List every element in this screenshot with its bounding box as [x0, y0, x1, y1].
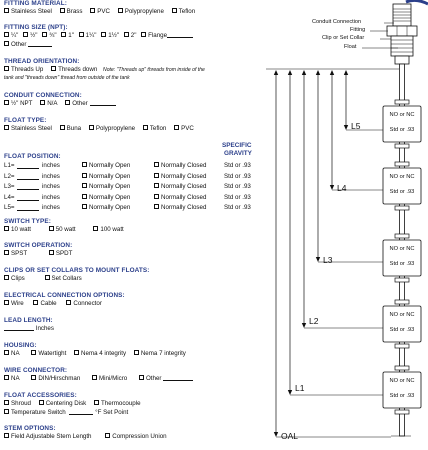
brand-arc [406, 0, 428, 4]
option-size-1-quarter[interactable]: 1¼" [79, 32, 97, 41]
checkbox[interactable] [4, 433, 9, 438]
float-position-blank[interactable] [17, 205, 39, 211]
option-half-npt[interactable]: ½" NPT [4, 100, 32, 109]
lead-length-blank[interactable] [4, 325, 34, 331]
checkbox[interactable] [4, 66, 9, 71]
checkbox[interactable] [143, 125, 148, 130]
float-position-unit: inches [42, 172, 60, 180]
option-100-watt[interactable]: 100 watt [93, 226, 123, 235]
float-clip [395, 344, 409, 348]
option-size-other[interactable]: Other [4, 41, 52, 50]
option-brass[interactable]: Brass [60, 8, 83, 17]
dimension-arrowhead [316, 70, 320, 75]
option-float-buna[interactable]: Buna [60, 125, 81, 134]
normally-open-option[interactable]: Normally Open [82, 162, 130, 171]
float-clip [395, 300, 409, 304]
normally-closed-option[interactable]: Normally Closed [154, 204, 206, 213]
checkbox[interactable] [90, 8, 95, 13]
specific-gravity-value: Std or .93 [224, 162, 251, 169]
option-size-1-half[interactable]: 1½" [101, 32, 119, 41]
checkbox[interactable] [93, 226, 98, 231]
float-switch-diagram [266, 0, 428, 450]
option-threads-up[interactable]: Threads Up [4, 66, 43, 75]
option-watertight[interactable]: Watertight [31, 350, 66, 359]
option-mini-micro[interactable]: Mini/Micro [92, 375, 127, 384]
option-spst[interactable]: SPST [4, 250, 27, 259]
float-position-label: L2= [4, 172, 15, 180]
checkbox[interactable] [4, 41, 9, 46]
checkbox[interactable] [82, 194, 87, 199]
float-position-unit: inches [42, 162, 60, 169]
specific-gravity-label-2: GRAVITY [224, 150, 252, 157]
checkbox[interactable] [94, 400, 99, 405]
option-cable[interactable]: Cable [33, 300, 56, 309]
switch-type-title: SWITCH TYPE: [4, 218, 51, 225]
set-point-unit: °F Set Point [95, 408, 129, 416]
option-float-teflon[interactable]: Teflon [143, 125, 167, 134]
dimension-label: OAL [281, 431, 299, 441]
option-size-1[interactable]: 1" [61, 32, 74, 41]
checkbox[interactable] [101, 32, 106, 37]
label-clip-set-collar: Clip or Set Collar [322, 35, 365, 41]
float-clip [395, 206, 409, 210]
normally-closed-option[interactable]: Normally Closed [154, 162, 206, 171]
label-fitting: Fitting [350, 27, 366, 33]
option-na[interactable]: N/A [40, 100, 57, 109]
float-clip [395, 410, 409, 414]
float-type-section [4, 117, 266, 134]
float-position-label: L5= [4, 204, 15, 211]
float-position-blank[interactable] [17, 163, 39, 169]
checkbox[interactable] [89, 125, 94, 130]
checkbox[interactable] [40, 100, 45, 105]
float-position-unit: inches [42, 204, 60, 211]
dimension-arrowhead [302, 70, 306, 75]
option-clips[interactable]: Clips [4, 275, 25, 284]
checkbox[interactable] [82, 162, 87, 167]
option-pvc[interactable]: PVC [90, 8, 110, 17]
specific-gravity-label-1: SPECIFIC [222, 142, 252, 149]
checkbox[interactable] [4, 125, 9, 130]
float-position-label: L3= [4, 183, 15, 190]
label-conduit-connection: Conduit Connection [312, 19, 362, 25]
checkbox[interactable] [4, 226, 9, 231]
specific-gravity-value: Std or .93 [224, 204, 251, 211]
checkbox[interactable] [4, 32, 9, 37]
option-compression-union[interactable]: Compression Union [105, 433, 166, 442]
checkbox[interactable] [139, 375, 144, 380]
float-switch-type-label: NO or NC [389, 112, 415, 118]
option-stainless-steel[interactable]: Stainless Steel [4, 8, 52, 17]
dimension-arrowhead [288, 390, 292, 395]
wire-connector-section [4, 367, 266, 384]
float-position-title: FLOAT POSITION: [4, 153, 61, 160]
normally-closed-option[interactable]: Normally Closed [154, 173, 206, 182]
conduit-connection-section [4, 92, 266, 109]
checkbox[interactable] [31, 350, 36, 355]
checkbox[interactable] [42, 32, 47, 37]
float-position-label: L1= [4, 162, 15, 169]
checkbox[interactable] [49, 226, 54, 231]
float-gravity-label: Std or .93 [389, 393, 415, 399]
checkbox[interactable] [174, 125, 179, 130]
clips-section [4, 267, 266, 284]
checkbox[interactable] [79, 32, 84, 37]
option-conduit-other[interactable]: Other [65, 100, 115, 109]
float-position-section [4, 142, 266, 217]
fitting-nut [387, 26, 417, 36]
dimension-label: L3 [323, 255, 333, 265]
clips-title: CLIPS OR SET COLLARS TO MOUNT FLOATS: [4, 267, 150, 274]
flange-blank[interactable] [167, 32, 193, 38]
checkbox[interactable] [172, 8, 177, 13]
specific-gravity-value: Std or .93 [224, 172, 251, 180]
normally-closed-option[interactable]: Normally Closed [154, 194, 206, 203]
dimension-arrowhead [330, 185, 334, 190]
fitting-material-title: FITTING MATERIAL: [4, 0, 67, 7]
normally-open-option[interactable]: Normally Open [82, 204, 130, 213]
option-teflon[interactable]: Teflon [172, 8, 196, 17]
normally-closed-option[interactable]: Normally Closed [154, 183, 206, 192]
float-clip [395, 100, 409, 104]
checkbox[interactable] [154, 183, 159, 188]
dimension-label: L2 [309, 316, 319, 326]
checkbox[interactable] [4, 275, 9, 280]
option-connector[interactable]: Connector [66, 300, 102, 309]
thread-note-2: tank and "threads down" thread from outside of the tank [4, 74, 130, 81]
dimension-label: L4 [337, 183, 347, 193]
thread-orientation-title: THREAD ORIENTATION: [4, 58, 80, 65]
checkbox[interactable] [60, 8, 65, 13]
checkbox[interactable] [4, 350, 9, 355]
checkbox[interactable] [105, 433, 110, 438]
checkbox[interactable] [92, 375, 97, 380]
option-set-collars[interactable]: Set Collars [45, 275, 82, 284]
stem-options-title: STEM OPTIONS: [4, 425, 56, 432]
dimension-label: L5 [351, 121, 361, 131]
switch-type-section [4, 218, 266, 235]
checkbox[interactable] [45, 275, 50, 280]
checkbox[interactable] [65, 100, 70, 105]
option-float-pvc[interactable]: PVC [174, 125, 194, 134]
float-clip [395, 366, 409, 370]
fitting-size-section [4, 24, 266, 49]
float-switch-type-label: NO or NC [389, 312, 415, 318]
collar [395, 56, 409, 64]
checkbox[interactable] [154, 173, 159, 178]
float-clip [395, 162, 409, 166]
option-wire[interactable]: Wire [4, 300, 24, 309]
option-wire-other[interactable]: Other [139, 375, 193, 384]
option-nema-7[interactable]: Nema 7 integrity [134, 350, 186, 359]
option-nema-4[interactable]: Nema 4 integrity [74, 350, 126, 359]
float-gravity-label: Std or .93 [389, 327, 415, 333]
checkbox[interactable] [74, 350, 79, 355]
dimension-arrowhead [344, 70, 348, 75]
float-switch-type-label: NO or NC [389, 378, 415, 384]
float-gravity-label: Std or .93 [389, 127, 415, 133]
option-size-quarter[interactable]: ¼" [4, 32, 18, 41]
float-type-title: FLOAT TYPE: [4, 117, 47, 124]
dimension-arrowhead [302, 323, 306, 328]
float-position-unit: inches [42, 193, 60, 201]
option-size-three-quarter[interactable]: ¾" [42, 32, 56, 41]
dimension-label: L1 [295, 383, 305, 393]
checkbox[interactable] [124, 32, 129, 37]
dimension-arrowhead [344, 125, 348, 130]
option-housing-na[interactable]: NA [4, 350, 20, 359]
option-50-watt[interactable]: 50 watt [49, 226, 76, 235]
specific-gravity-value: Std or .93 [224, 193, 251, 201]
float-accessories-section [4, 392, 266, 417]
specific-gravity-value: Std or .93 [224, 183, 251, 190]
checkbox[interactable] [23, 32, 28, 37]
checkbox[interactable] [33, 300, 38, 305]
wire-connector-title: WIRE CONNECTOR: [4, 367, 68, 374]
option-polypropylene[interactable]: Polypropylene [118, 8, 164, 17]
float-clip [395, 278, 409, 282]
checkbox[interactable] [141, 32, 146, 37]
switch-operation-section [4, 242, 266, 259]
thread-orientation-section [4, 58, 266, 81]
checkbox[interactable] [4, 100, 9, 105]
dimension-arrowhead [274, 70, 278, 75]
normally-open-option[interactable]: Normally Open [82, 183, 130, 192]
option-wire-na[interactable]: NA [4, 375, 20, 384]
size-other-blank[interactable] [28, 41, 52, 47]
float-gravity-label: Std or .93 [389, 261, 415, 267]
switch-operation-title: SWITCH OPERATION: [4, 242, 73, 249]
float-position-label: L4= [4, 193, 15, 201]
stem-options-section [4, 425, 266, 442]
checkbox[interactable] [4, 8, 9, 13]
lead-length-section [4, 317, 266, 334]
float-clip [395, 234, 409, 238]
option-size-2[interactable]: 2" [124, 32, 137, 41]
option-float-polypropylene[interactable]: Polypropylene [89, 125, 135, 134]
option-10-watt[interactable]: 10 watt [4, 226, 31, 235]
checkbox[interactable] [4, 300, 9, 305]
checkbox[interactable] [39, 400, 44, 405]
checkbox[interactable] [66, 300, 71, 305]
dimension-arrowhead [288, 70, 292, 75]
checkbox[interactable] [4, 400, 9, 405]
electrical-title: ELECTRICAL CONNECTION OPTIONS: [4, 292, 125, 299]
checkbox[interactable] [134, 350, 139, 355]
checkbox[interactable] [154, 204, 159, 209]
option-spdt[interactable]: SPDT [49, 250, 73, 259]
electrical-section [4, 292, 266, 309]
fitting-size-title: FITTING SIZE (NPT): [4, 24, 68, 31]
checkbox[interactable] [82, 183, 87, 188]
checkbox[interactable] [4, 250, 9, 255]
option-din-hirschman[interactable]: DIN/Hirschman [31, 375, 80, 384]
float-position-blank[interactable] [17, 174, 39, 180]
label-float: Float [344, 44, 357, 50]
checkbox[interactable] [49, 250, 54, 255]
option-temperature-switch[interactable]: Temperature Switch [4, 409, 66, 418]
housing-title: HOUSING: [4, 342, 37, 349]
checkbox[interactable] [51, 66, 56, 71]
thread-note-1: Note: "Threads up" threads from inside of the [103, 67, 205, 73]
option-adjustable-stem[interactable]: Field Adjustable Stem Length [4, 433, 92, 442]
checkbox[interactable] [82, 204, 87, 209]
checkbox[interactable] [4, 375, 9, 380]
normally-open-option[interactable]: Normally Open [82, 194, 130, 203]
option-thermocouple[interactable]: Thermocouple [94, 400, 141, 409]
checkbox[interactable] [4, 409, 9, 414]
float-position-unit: inches [42, 183, 60, 190]
dimension-arrowhead [316, 257, 320, 262]
checkbox[interactable] [154, 194, 159, 199]
option-centering-disk[interactable]: Centering Disk [39, 400, 87, 409]
fitting-material-section [4, 0, 266, 17]
dimension-arrowhead [330, 70, 334, 75]
option-flange[interactable]: Flange [141, 32, 193, 41]
checkbox[interactable] [118, 8, 123, 13]
float-position-blank[interactable] [17, 184, 39, 190]
float-accessories-title: FLOAT ACCESSORIES: [4, 392, 77, 399]
float-switch-type-label: NO or NC [389, 174, 415, 180]
threaded-fitting [391, 36, 413, 56]
option-float-stainless[interactable]: Stainless Steel [4, 125, 52, 134]
checkbox[interactable] [82, 173, 87, 178]
float-position-blank[interactable] [17, 195, 39, 201]
float-switch-type-label: NO or NC [389, 246, 415, 252]
lead-length-unit: Inches [35, 325, 54, 332]
conduit-other-blank[interactable] [90, 100, 116, 106]
housing-section [4, 342, 266, 359]
option-size-half[interactable]: ½" [23, 32, 37, 41]
option-shroud[interactable]: Shroud [4, 400, 31, 409]
normally-open-option[interactable]: Normally Open [82, 173, 130, 182]
checkbox[interactable] [61, 32, 66, 37]
float-clip [395, 144, 409, 148]
set-point-blank[interactable] [69, 409, 93, 415]
conduit-connection-title: CONDUIT CONNECTION: [4, 92, 82, 99]
option-threads-down[interactable]: Threads down [51, 66, 97, 75]
float-gravity-label: Std or .93 [389, 189, 415, 195]
lead-length-title: LEAD LENGTH: [4, 317, 53, 324]
wire-other-blank[interactable] [163, 375, 193, 381]
checkbox[interactable] [60, 125, 65, 130]
dimension-arrowhead [274, 432, 278, 437]
checkbox[interactable] [154, 162, 159, 167]
order-form [4, 0, 266, 450]
checkbox[interactable] [31, 375, 36, 380]
